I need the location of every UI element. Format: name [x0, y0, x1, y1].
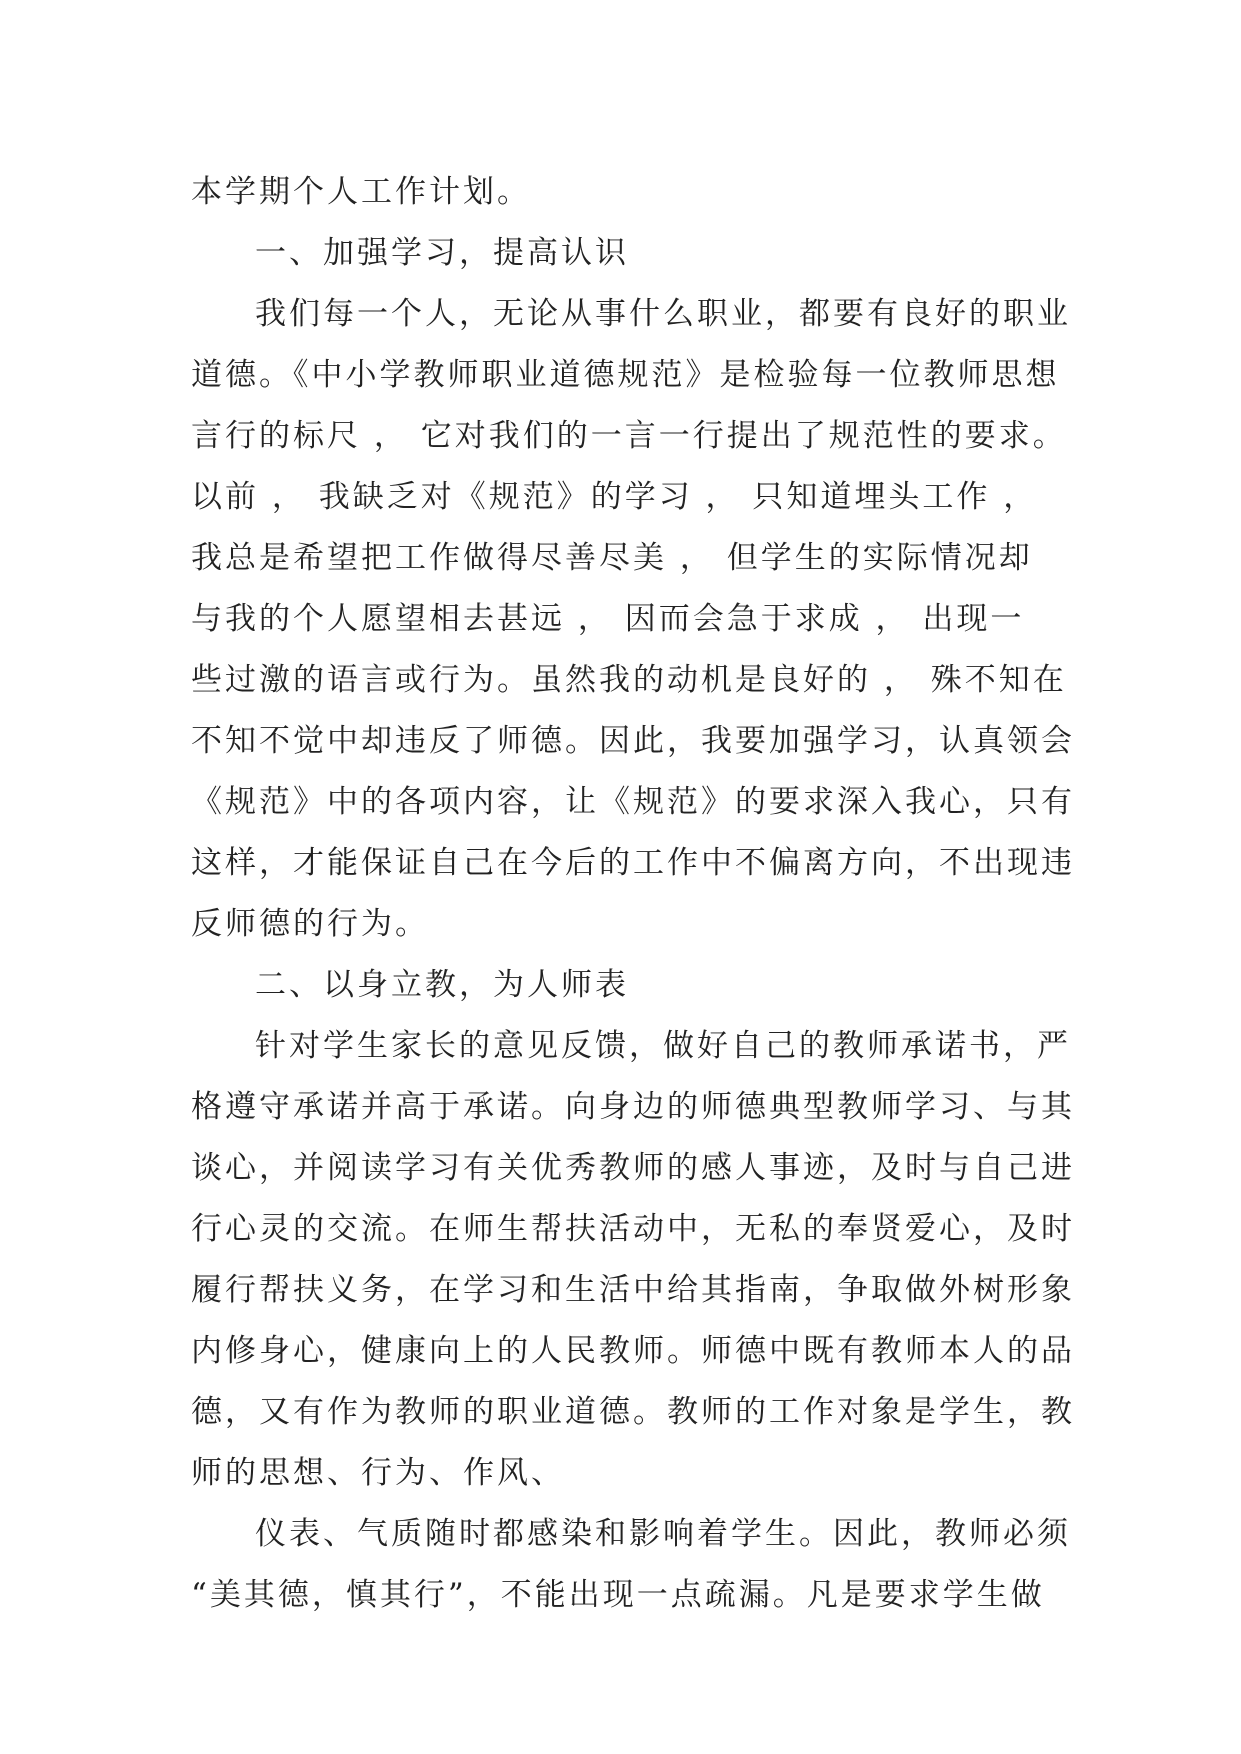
text-line: 格遵守承诺并高于承诺。向身边的师德典型教师学习、与其 [191, 1089, 1075, 1125]
text-line: 针对学生家长的意见反馈，做好自己的教师承诺书，严 [255, 1028, 1071, 1064]
text-line: 我们每一个人，无论从事什么职业，都要有良好的职业 [255, 296, 1071, 332]
document-body [191, 162, 1075, 1626]
text-line: 言行的标尺 ， 它对我们的一言一行提出了规范性的要求。 [191, 418, 1067, 454]
text-line: 不知不觉中却违反了师德。因此，我要加强学习，认真领会 [191, 723, 1075, 759]
text-line: 些过激的语言或行为。虽然我的动机是良好的 ， 殊不知在 [191, 662, 1067, 698]
text-line: 本学期个人工作计划。 [191, 174, 531, 210]
text-line: 《规范》中的各项内容，让《规范》的要求深入我心，只有 [191, 784, 1075, 820]
section-heading: 二、以身立教，为人师表 [255, 967, 629, 1003]
text-line: 行心灵的交流。在师生帮扶活动中，无私的奉贤爱心，及时 [191, 1211, 1075, 1247]
text-line: 德，又有作为教师的职业道德。教师的工作对象是学生，教 [191, 1394, 1075, 1430]
text-line: 谈心，并阅读学习有关优秀教师的感人事迹，及时与自己进 [191, 1150, 1075, 1186]
text-line: 以前 ， 我缺乏对《规范》的学习 ， 只知道埋头工作 ， [191, 479, 1038, 515]
text-line: 师的思想、行为、作风、 [191, 1455, 565, 1491]
text-line: “美其德，慎其行”，不能出现一点疏漏。凡是要求学生做 [191, 1577, 1045, 1613]
text-line: 我总是希望把工作做得尽善尽美 ， 但学生的实际情况却 [191, 540, 1033, 576]
text-line: 与我的个人愿望相去甚远 ， 因而会急于求成 ， 出现一 [191, 601, 1025, 637]
text-line: 仪表、气质随时都感染和影响着学生。因此，教师必须 [255, 1516, 1071, 1552]
text-line: 道德。《中小学教师职业道德规范》是检验每一位教师思想 [191, 357, 1060, 393]
text-line: 反师德的行为。 [191, 906, 429, 942]
text-line: 这样，才能保证自己在今后的工作中不偏离方向，不出现违 [191, 845, 1075, 881]
text-line: 内修身心，健康向上的人民教师。师德中既有教师本人的品 [191, 1333, 1075, 1369]
text-line: 履行帮扶义务，在学习和生活中给其指南，争取做外树形象 [191, 1272, 1075, 1308]
section-heading: 一、加强学习，提高认识 [255, 235, 629, 271]
